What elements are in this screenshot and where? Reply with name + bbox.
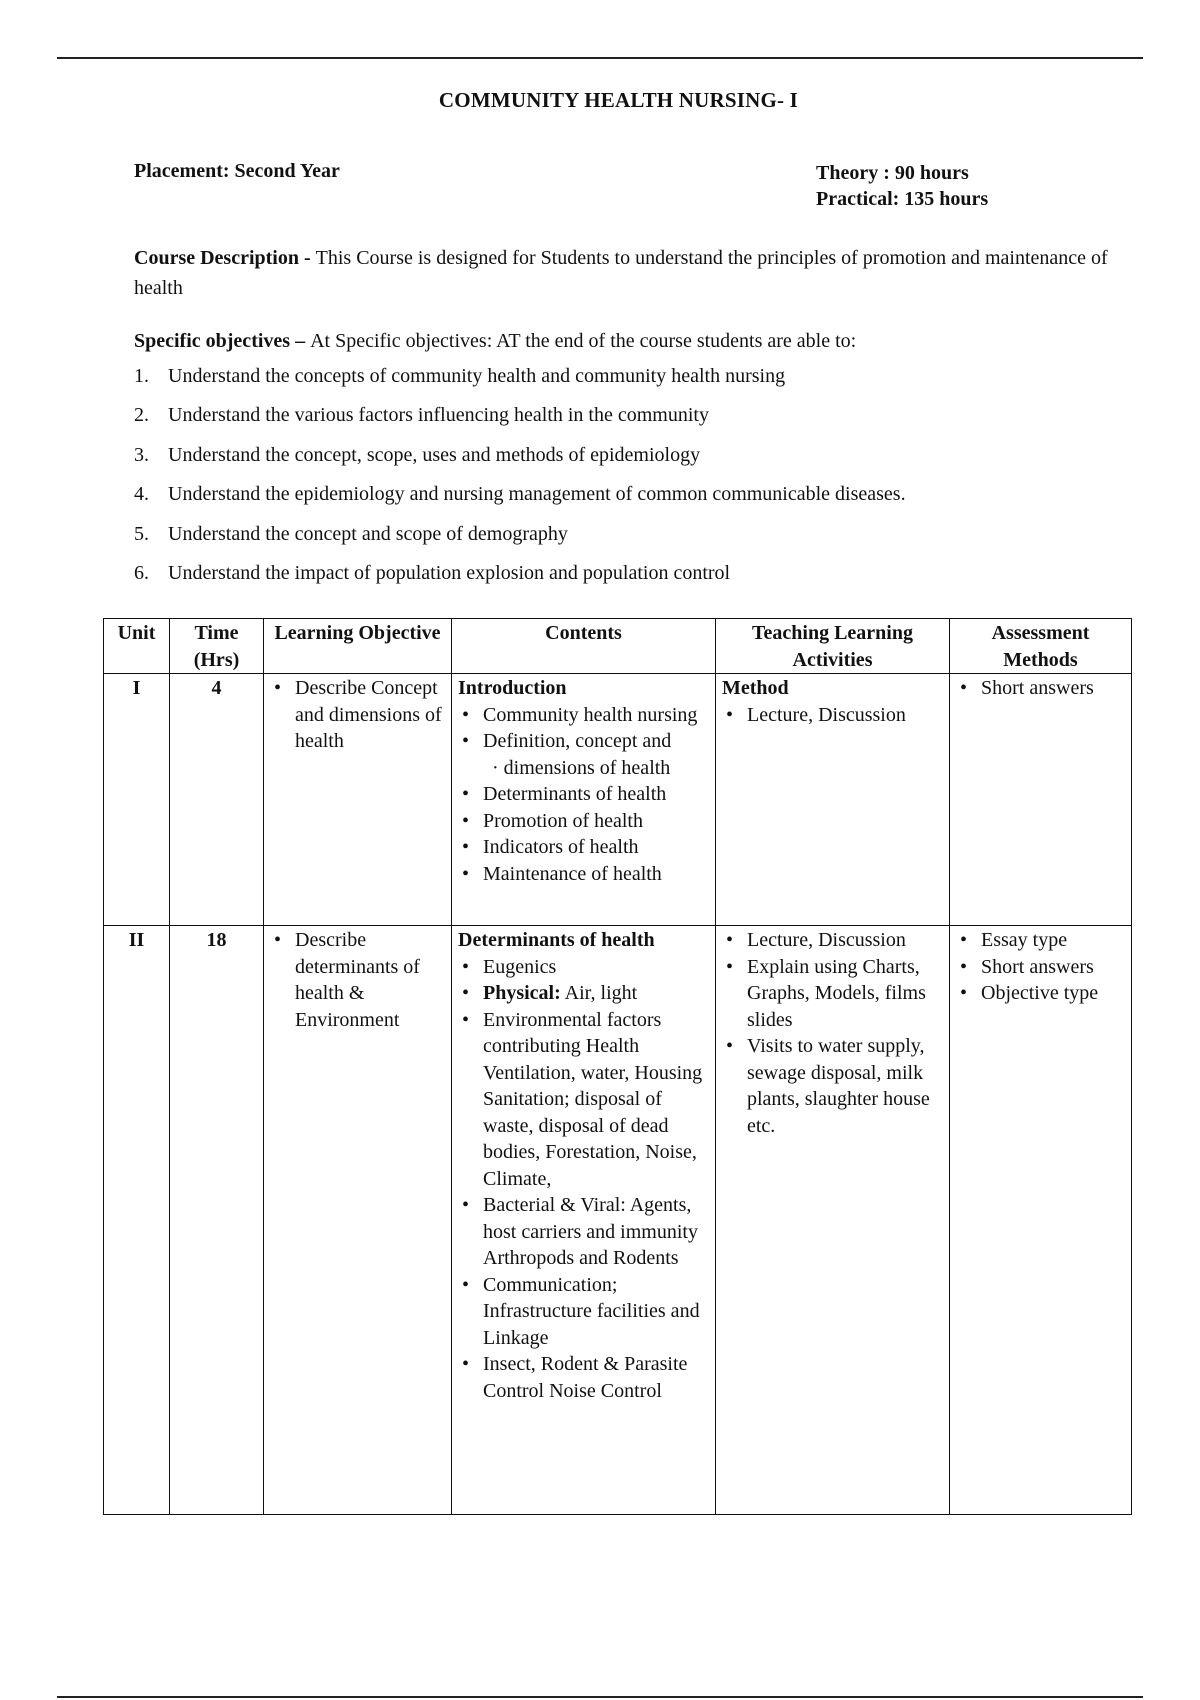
course-description-label: Course Description -: [134, 247, 316, 269]
objective-number: 5.: [134, 522, 149, 545]
course-description: [134, 243, 1124, 303]
contents-item: • Communication; Infrastructure facilities and Linkage: [458, 1272, 709, 1352]
contents-heading: Determinants of health: [458, 929, 655, 951]
contents-item: • Promotion of health: [458, 808, 709, 835]
contents-bold-term: Physical:: [483, 982, 561, 1004]
objective-text: Understand the various factors influencing health in the community: [168, 404, 709, 427]
contents-cell: [452, 926, 716, 1515]
activities-cell: [716, 674, 950, 926]
objectives-list: [134, 361, 906, 597]
contents-item: [458, 980, 709, 1007]
objective-bullet: • Describe determinants of health & Environment: [270, 927, 445, 1033]
table-row: [104, 926, 1132, 1515]
objective-item: [134, 558, 906, 597]
activities-cell: [716, 926, 950, 1515]
contents-item: • Indicators of health: [458, 834, 709, 861]
bottom-rule: [57, 1696, 1143, 1698]
objective-text: Understand the concepts of community health and community health nursing: [168, 365, 786, 387]
objective-cell: [264, 926, 452, 1515]
syllabus-table: [103, 618, 1132, 1515]
header-activities: Teaching Learning Activities: [716, 619, 950, 674]
objective-item: [134, 479, 906, 518]
table-header-row: [104, 619, 1132, 674]
specific-objectives-label: Specific objectives –: [134, 330, 311, 352]
assessment-item: • Short answers: [956, 675, 1125, 702]
contents-term-detail: Air, light: [560, 982, 638, 1004]
contents-item: • Environmental factors contributing Health Ventilation, water, Housing Sanitation; disposal of waste, disposal of dead bodies, Forestation, Noise, Climate,: [458, 1007, 709, 1193]
contents-item: • Maintenance of health: [458, 861, 709, 888]
objective-number: 3.: [134, 443, 149, 466]
activities-item: • Visits to water supply, sewage disposal, milk plants, slaughter house etc.: [722, 1033, 943, 1139]
hours-block: [816, 160, 988, 212]
header-unit: Unit: [104, 619, 170, 674]
objective-bullet: • Describe Concept and dimensions of health: [270, 675, 445, 755]
contents-heading: Introduction: [458, 677, 567, 699]
header-assessment: Assessment Methods: [950, 619, 1132, 674]
contents-item: • Bacterial & Viral: Agents, host carriers and immunity Arthropods and Rodents: [458, 1192, 709, 1272]
practical-hours: Practical: 135 hours: [816, 188, 989, 210]
assessment-item: • Essay type: [956, 927, 1125, 954]
contents-item: • Insect, Rodent & Parasite Control Noise Control: [458, 1351, 709, 1404]
time-cell: 4: [170, 674, 264, 926]
header-contents: Contents: [452, 619, 716, 674]
contents-continuation: · dimensions of health: [492, 756, 671, 779]
objective-text: Understand the epidemiology and nursing management of common communicable diseases.: [168, 483, 906, 506]
specific-objectives-text: At Specific objectives: AT the end of the course students are able to:: [310, 330, 857, 352]
objective-text: Understand the concept, scope, uses and methods of epidemiology: [168, 443, 701, 466]
activities-heading: Method: [722, 677, 789, 699]
activities-item: • Explain using Charts, Graphs, Models, films slides: [722, 954, 943, 1034]
course-description-text: This Course is designed for Students to understand the principles of promotion and maintenance of health: [134, 247, 1108, 299]
objective-text: Understand the concept and scope of demography: [168, 522, 568, 545]
page-title: COMMUNITY HEALTH NURSING- I: [438, 88, 799, 112]
objective-text: Understand the impact of population explosion and population control: [168, 561, 731, 584]
contents-item: • Eugenics: [458, 954, 709, 981]
objective-number: 4.: [134, 483, 149, 506]
objective-number: 2.: [134, 404, 149, 427]
contents-item: • Community health nursing: [458, 702, 709, 729]
activities-item: • Lecture, Discussion: [722, 702, 943, 729]
contents-item: • Determinants of health: [458, 781, 709, 808]
activities-item: • Lecture, Discussion: [722, 927, 943, 954]
unit-cell: I: [104, 674, 170, 926]
objective-item: [134, 400, 906, 439]
assessment-item: • Objective type: [956, 980, 1125, 1007]
objective-item: [134, 519, 906, 558]
objective-number: 1.: [134, 365, 149, 387]
unit-cell: II: [104, 926, 170, 1515]
time-cell: 18: [170, 926, 264, 1515]
objective-number: 6.: [134, 561, 149, 584]
header-time: Time (Hrs): [170, 619, 264, 674]
assessment-cell: [950, 674, 1132, 926]
assessment-item: • Short answers: [956, 954, 1125, 981]
theory-hours: Theory : 90 hours: [816, 162, 969, 184]
contents-item: • Definition, concept and: [458, 728, 709, 755]
assessment-cell: [950, 926, 1132, 1515]
specific-objectives-intro: [134, 326, 1124, 356]
placement-label: Placement: Second Year: [134, 160, 340, 182]
table-row: [104, 674, 1132, 926]
objective-item: [134, 361, 906, 400]
header-objective: Learning Objective: [264, 619, 452, 674]
top-rule: [57, 57, 1143, 59]
objective-item: [134, 440, 906, 479]
contents-cell: [452, 674, 716, 926]
objective-cell: [264, 674, 452, 926]
